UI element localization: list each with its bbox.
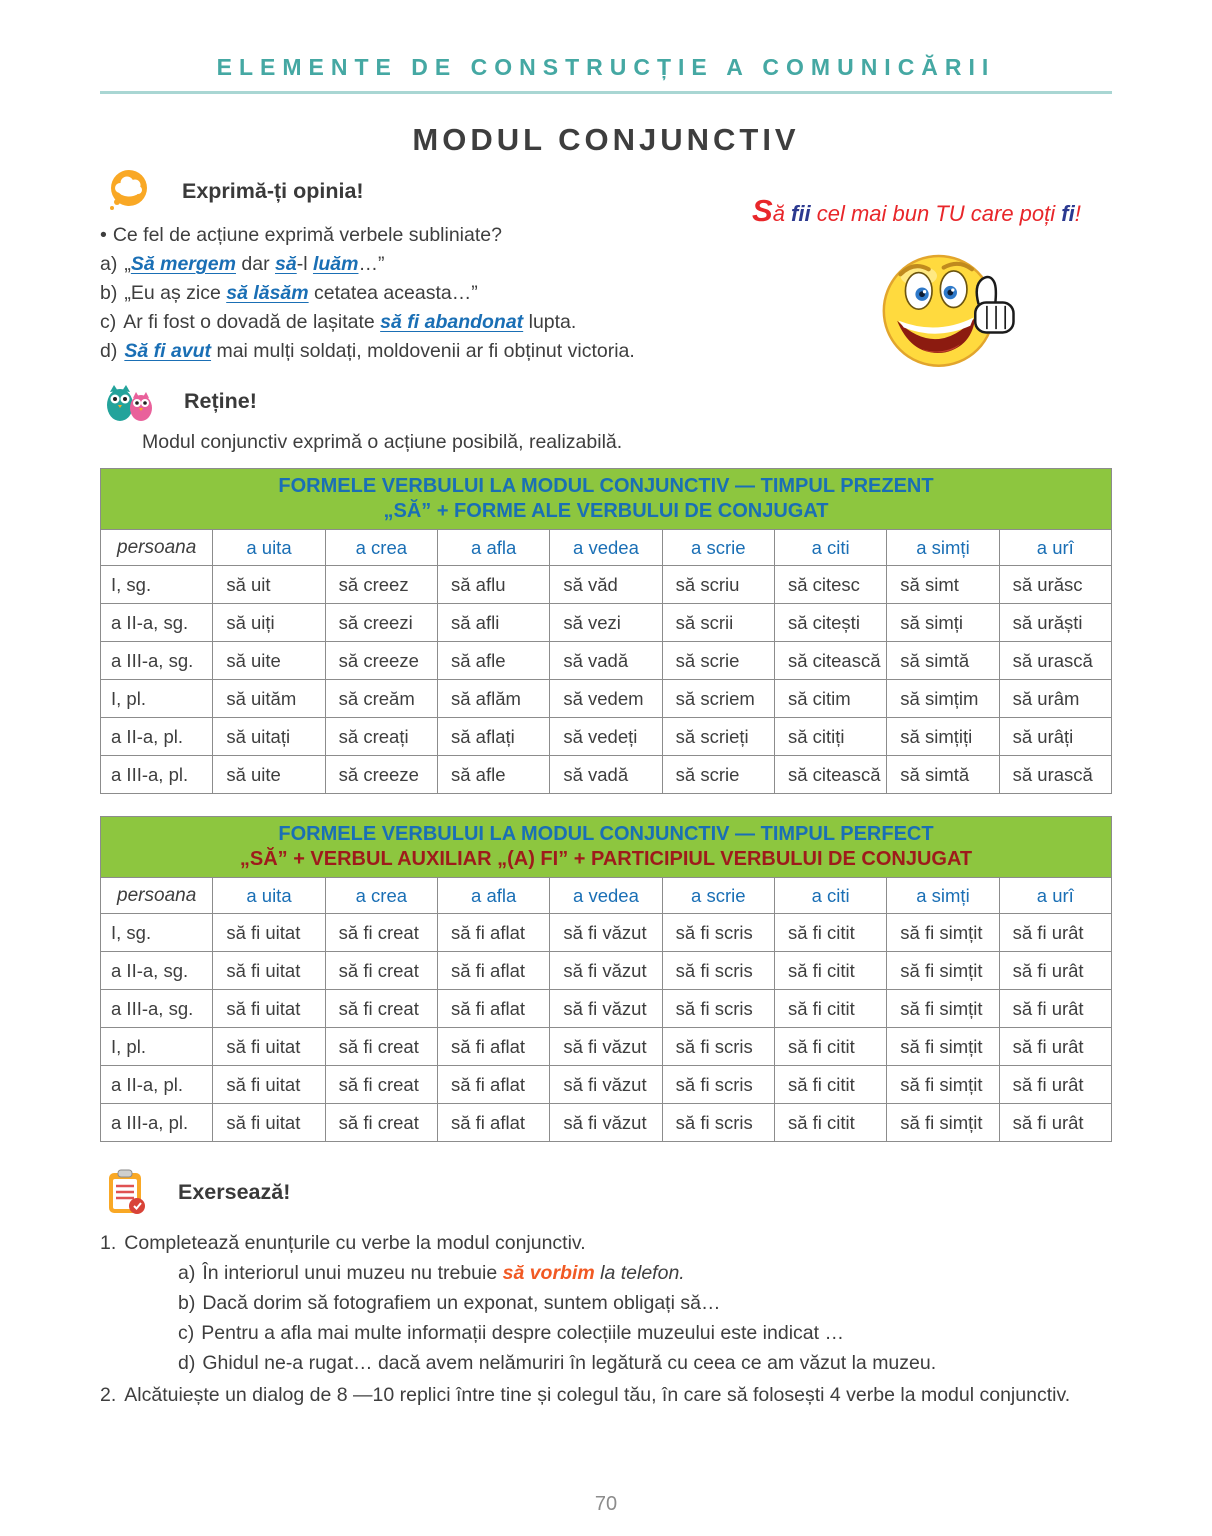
text-segment: Pentru a afla mai multe informații despre colecțiile muzeului este indicat … <box>201 1322 844 1344</box>
item-text <box>202 1262 684 1284</box>
table-title-line2: „SĂ” + FORME ALE VERBULUI DE CONJUGAT <box>383 500 829 522</box>
column-header-verb: a vedea <box>550 530 662 566</box>
table-row <box>101 1104 1112 1142</box>
table-title <box>101 469 1112 530</box>
verb-form-cell: să urască <box>999 756 1111 794</box>
motto-text <box>752 194 1112 231</box>
verb-form-cell: să fi scris <box>662 990 774 1028</box>
verb-form-cell: să citim <box>774 680 886 718</box>
verb-form-cell: să uitați <box>213 718 325 756</box>
verb-form-cell: să fi scris <box>662 1028 774 1066</box>
table-row <box>101 1028 1112 1066</box>
opinion-heading: Exprimă-ți opinia! <box>182 178 364 203</box>
text-segment: să lăsăm <box>226 282 309 304</box>
column-header-verb: a simți <box>887 530 999 566</box>
opinion-item-a <box>100 251 860 278</box>
verb-form-cell: să fi citit <box>774 1066 886 1104</box>
verb-form-cell: să urâți <box>999 718 1111 756</box>
verb-form-cell: să creeze <box>325 756 437 794</box>
verb-form-cell: să fi citit <box>774 952 886 990</box>
column-header-verb: a citi <box>774 530 886 566</box>
verb-form-cell: să urăști <box>999 604 1111 642</box>
verb-form-cell: să fi aflat <box>437 1066 549 1104</box>
text-segment: -l <box>296 253 313 275</box>
verb-form-cell: să afle <box>437 756 549 794</box>
verb-form-cell: să simțim <box>887 680 999 718</box>
exercise-1 <box>100 1228 1112 1258</box>
clipboard-icon <box>104 1168 148 1216</box>
verb-form-cell: să fi creat <box>325 1028 437 1066</box>
exercise-item-a <box>178 1258 1112 1288</box>
column-header-row <box>101 878 1112 914</box>
item-text <box>124 340 634 362</box>
thought-cloud-icon <box>104 168 152 214</box>
exercise-number: 2. <box>100 1384 117 1406</box>
verb-form-cell: să citești <box>774 604 886 642</box>
chapter-header: ELEMENTE DE CONSTRUCȚIE A COMUNICĂRII <box>216 54 996 80</box>
question-text: Ce fel de acțiune exprimă verbele subliniate? <box>112 224 502 246</box>
exercise-number: 1. <box>100 1232 117 1254</box>
person-cell: I, sg. <box>101 914 213 952</box>
verb-form-cell: să afle <box>437 642 549 680</box>
text-segment: …” <box>358 253 385 275</box>
table-row <box>101 718 1112 756</box>
verb-form-cell: să fi aflat <box>437 1028 549 1066</box>
verb-form-cell: să fi creat <box>325 990 437 1028</box>
column-header-verb: a uita <box>213 530 325 566</box>
item-label: c) <box>178 1322 195 1344</box>
text-segment: să fi abandonat <box>380 311 524 333</box>
text-segment: lupta. <box>523 311 577 333</box>
verb-form-cell: să fi aflat <box>437 990 549 1028</box>
verb-form-cell: să fi uitat <box>213 952 325 990</box>
exercise-text: Completează enunțurile cu verbe la modul conjunctiv. <box>124 1232 586 1254</box>
text-segment: cetatea aceasta…” <box>308 282 478 304</box>
verb-form-cell: să citească <box>774 642 886 680</box>
verb-form-cell: să fi creat <box>325 1104 437 1142</box>
table-row <box>101 914 1112 952</box>
verb-form-cell: să creeze <box>325 642 437 680</box>
text-segment: luăm <box>312 253 359 275</box>
column-header-persoana: persoana <box>101 530 213 566</box>
opinion-item-c <box>100 309 860 336</box>
verb-form-cell: să fi văzut <box>550 1066 662 1104</box>
verb-form-cell: să văd <box>550 566 662 604</box>
table-row <box>101 604 1112 642</box>
verb-form-cell: să vedem <box>550 680 662 718</box>
item-label: d) <box>178 1352 196 1374</box>
table-title-line1: FORMELE VERBULUI LA MODUL CONJUNCTIV — TIMPUL PERFECT <box>278 823 934 845</box>
item-label: d) <box>100 340 118 362</box>
verb-form-cell: să fi urât <box>999 990 1111 1028</box>
column-header-verb: a afla <box>437 530 549 566</box>
column-header-verb: a uita <box>213 878 325 914</box>
item-text <box>201 1322 844 1344</box>
text-segment: să vorbim <box>502 1262 595 1284</box>
verb-form-cell: să vezi <box>550 604 662 642</box>
person-cell: a II-a, pl. <box>101 1066 213 1104</box>
verb-form-cell: să aflu <box>437 566 549 604</box>
person-cell: a II-a, sg. <box>101 604 213 642</box>
verb-form-cell: să creezi <box>325 604 437 642</box>
verb-form-cell: să fi aflat <box>437 914 549 952</box>
verb-form-cell: să fi uitat <box>213 1028 325 1066</box>
column-header-verb: a urî <box>999 530 1111 566</box>
text-segment: Să fi avut <box>124 340 212 362</box>
perfect-tense-table <box>100 816 1112 1142</box>
retine-heading: Reține! <box>184 388 257 413</box>
verb-form-cell: să fi creat <box>325 914 437 952</box>
verb-form-cell: să citiți <box>774 718 886 756</box>
verb-form-cell: să fi creat <box>325 1066 437 1104</box>
opinion-item-d <box>100 338 860 365</box>
item-text <box>124 282 477 304</box>
verb-form-cell: să scrieți <box>662 718 774 756</box>
verb-form-cell: să creăm <box>325 680 437 718</box>
bullet-glyph: • <box>100 224 107 246</box>
exercise-item-d <box>178 1348 1112 1378</box>
person-cell: I, pl. <box>101 1028 213 1066</box>
text-segment: fii <box>791 201 811 226</box>
verb-form-cell: să fi urât <box>999 1104 1111 1142</box>
item-label: a) <box>178 1262 196 1284</box>
text-segment: mai mulți soldați, moldovenii ar fi obținut victoria. <box>211 340 635 362</box>
table-row <box>101 566 1112 604</box>
item-label: b) <box>100 282 118 304</box>
text-segment: Ar fi fost o dovadă de lașitate <box>123 311 381 333</box>
verb-form-cell: să fi uitat <box>213 914 325 952</box>
item-text <box>124 253 384 275</box>
column-header-row <box>101 530 1112 566</box>
verb-form-cell: să urăsc <box>999 566 1111 604</box>
table-title-line1: FORMELE VERBULUI LA MODUL CONJUNCTIV — TIMPUL PREZENT <box>278 475 934 497</box>
text-segment: fi <box>1061 201 1075 226</box>
verb-form-cell: să fi uitat <box>213 990 325 1028</box>
verb-form-cell: să fi simțit <box>887 1028 999 1066</box>
table-row <box>101 756 1112 794</box>
table-body <box>101 566 1112 794</box>
verb-form-cell: să uite <box>213 756 325 794</box>
verb-form-cell: să fi simțit <box>887 952 999 990</box>
verb-form-cell: să fi urât <box>999 952 1111 990</box>
item-label: a) <box>100 253 118 275</box>
text-segment: să <box>275 253 297 275</box>
column-header-verb: a afla <box>437 878 549 914</box>
table-title <box>101 817 1112 878</box>
exercise-text: Alcătuiește un dialog de 8 —10 replici între tine și colegul tău, în care să folosești 4 verbe la modul conjunctiv. <box>124 1384 1071 1406</box>
header-rule <box>100 91 1112 94</box>
verb-form-cell: să scriem <box>662 680 774 718</box>
verb-form-cell: să fi simțit <box>887 1066 999 1104</box>
verb-form-cell: să fi citit <box>774 914 886 952</box>
retine-section <box>100 379 1112 456</box>
verb-form-cell: să scrie <box>662 642 774 680</box>
text-segment: „ <box>124 253 131 275</box>
exercise-2 <box>100 1380 1112 1410</box>
page-title: MODUL CONJUNCTIV <box>412 122 800 157</box>
opinion-right-column <box>752 194 1112 384</box>
table-row <box>101 990 1112 1028</box>
person-cell: a II-a, pl. <box>101 718 213 756</box>
verb-form-cell: să aflăm <box>437 680 549 718</box>
verb-form-cell: să vedeți <box>550 718 662 756</box>
verb-form-cell: să fi citit <box>774 990 886 1028</box>
table-row <box>101 1066 1112 1104</box>
opinion-item-b <box>100 280 860 307</box>
table-row <box>101 952 1112 990</box>
verb-form-cell: să uiți <box>213 604 325 642</box>
verb-form-cell: să vadă <box>550 642 662 680</box>
verb-form-cell: să vadă <box>550 756 662 794</box>
verb-form-cell: să afli <box>437 604 549 642</box>
table-row <box>101 642 1112 680</box>
verb-form-cell: să citesc <box>774 566 886 604</box>
present-tense-table <box>100 468 1112 794</box>
verb-form-cell: să uite <box>213 642 325 680</box>
verb-form-cell: să simtă <box>887 756 999 794</box>
verb-form-cell: să creați <box>325 718 437 756</box>
text-segment: S <box>752 193 773 228</box>
verb-form-cell: să fi aflat <box>437 952 549 990</box>
verb-form-cell: să fi urât <box>999 1028 1111 1066</box>
column-header-verb: a scrie <box>662 530 774 566</box>
table-title-row <box>101 817 1112 878</box>
text-segment: cel mai bun TU care poți <box>810 201 1062 226</box>
verb-form-cell: să simți <box>887 604 999 642</box>
verb-form-cell: să fi scris <box>662 914 774 952</box>
verb-form-cell: să simțiți <box>887 718 999 756</box>
opinion-question <box>100 222 860 249</box>
item-text <box>202 1352 936 1374</box>
text-segment: ă <box>772 201 792 226</box>
verb-form-cell: să fi creat <box>325 952 437 990</box>
owls-icon <box>104 379 154 423</box>
verb-form-cell: să simtă <box>887 642 999 680</box>
retine-heading-row <box>104 379 1112 423</box>
verb-form-cell: să scrie <box>662 756 774 794</box>
table-title-line2: „SĂ” + VERBUL AUXILIAR „(A) FI” + PARTICIPIUL VERBULUI DE CONJUGAT <box>239 848 973 870</box>
opinion-heading-row <box>104 168 860 214</box>
verb-form-cell: să fi citit <box>774 1104 886 1142</box>
item-text <box>202 1292 720 1314</box>
verb-form-cell: să urască <box>999 642 1111 680</box>
text-segment: Dacă dorim să fotografiem un exponat, suntem obligați să… <box>202 1292 721 1314</box>
column-header-persoana: persoana <box>101 878 213 914</box>
column-header-verb: a simți <box>887 878 999 914</box>
verb-form-cell: să uităm <box>213 680 325 718</box>
person-cell: a III-a, pl. <box>101 756 213 794</box>
column-header-verb: a citi <box>774 878 886 914</box>
verb-form-cell: să scrii <box>662 604 774 642</box>
verb-form-cell: să fi văzut <box>550 990 662 1028</box>
verb-form-cell: să fi urât <box>999 1066 1111 1104</box>
item-label: c) <box>100 311 117 333</box>
table-body <box>101 914 1112 1142</box>
person-cell: a III-a, sg. <box>101 642 213 680</box>
verb-form-cell: să fi văzut <box>550 914 662 952</box>
thumbs-up-smiley-image <box>872 241 1022 384</box>
page-number: 70 <box>594 1493 618 1515</box>
text-segment: Să mergem <box>130 253 236 275</box>
opinion-section <box>100 168 1112 365</box>
verb-form-cell: să fi văzut <box>550 1104 662 1142</box>
verb-form-cell: să fi scris <box>662 952 774 990</box>
person-cell: a II-a, sg. <box>101 952 213 990</box>
opinion-left-column <box>100 168 860 365</box>
column-header-verb: a crea <box>325 878 437 914</box>
verb-form-cell: să fi văzut <box>550 952 662 990</box>
person-cell: I, sg. <box>101 566 213 604</box>
text-segment: Ghidul ne-a rugat… dacă avem nelămuriri în legătură cu ceea ce am văzut la muzeu. <box>202 1352 937 1374</box>
verb-form-cell: să aflați <box>437 718 549 756</box>
exercise-1-items <box>178 1258 1112 1378</box>
verb-form-cell: să scriu <box>662 566 774 604</box>
column-header-verb: a urî <box>999 878 1111 914</box>
definition-text: Modul conjunctiv exprimă o acțiune posibilă, realizabilă. <box>142 431 623 453</box>
verb-form-cell: să fi urât <box>999 914 1111 952</box>
verb-form-cell: să creez <box>325 566 437 604</box>
text-segment: la telefon. <box>594 1262 685 1284</box>
verb-form-cell: să fi uitat <box>213 1066 325 1104</box>
table-row <box>101 680 1112 718</box>
column-header-verb: a scrie <box>662 878 774 914</box>
text-segment: dar <box>235 253 276 275</box>
verb-form-cell: să citească <box>774 756 886 794</box>
verb-form-cell: să fi aflat <box>437 1104 549 1142</box>
text-segment: „Eu aș zice <box>124 282 227 304</box>
item-text <box>123 311 576 333</box>
verb-form-cell: să fi simțit <box>887 914 999 952</box>
column-header-verb: a vedea <box>550 878 662 914</box>
person-cell: a III-a, pl. <box>101 1104 213 1142</box>
exercises-section <box>100 1168 1112 1410</box>
verb-form-cell: să fi văzut <box>550 1028 662 1066</box>
verb-form-cell: să fi simțit <box>887 1104 999 1142</box>
text-segment: ! <box>1074 201 1081 226</box>
table-title-row <box>101 469 1112 530</box>
text-segment: În interiorul unui muzeu nu trebuie <box>202 1262 503 1284</box>
person-cell: a III-a, sg. <box>101 990 213 1028</box>
verb-form-cell: să fi scris <box>662 1066 774 1104</box>
verb-form-cell: să urâm <box>999 680 1111 718</box>
exercises-heading: Exersează! <box>178 1179 291 1204</box>
exercise-item-c <box>178 1318 1112 1348</box>
verb-form-cell: să simt <box>887 566 999 604</box>
verb-form-cell: să fi scris <box>662 1104 774 1142</box>
verb-form-cell: să fi citit <box>774 1028 886 1066</box>
exercise-item-b <box>178 1288 1112 1318</box>
verb-form-cell: să uit <box>213 566 325 604</box>
verb-form-cell: să fi simțit <box>887 990 999 1028</box>
column-header-verb: a crea <box>325 530 437 566</box>
person-cell: I, pl. <box>101 680 213 718</box>
verb-form-cell: să fi uitat <box>213 1104 325 1142</box>
item-label: b) <box>178 1292 196 1314</box>
exercises-heading-row <box>104 1168 1112 1216</box>
